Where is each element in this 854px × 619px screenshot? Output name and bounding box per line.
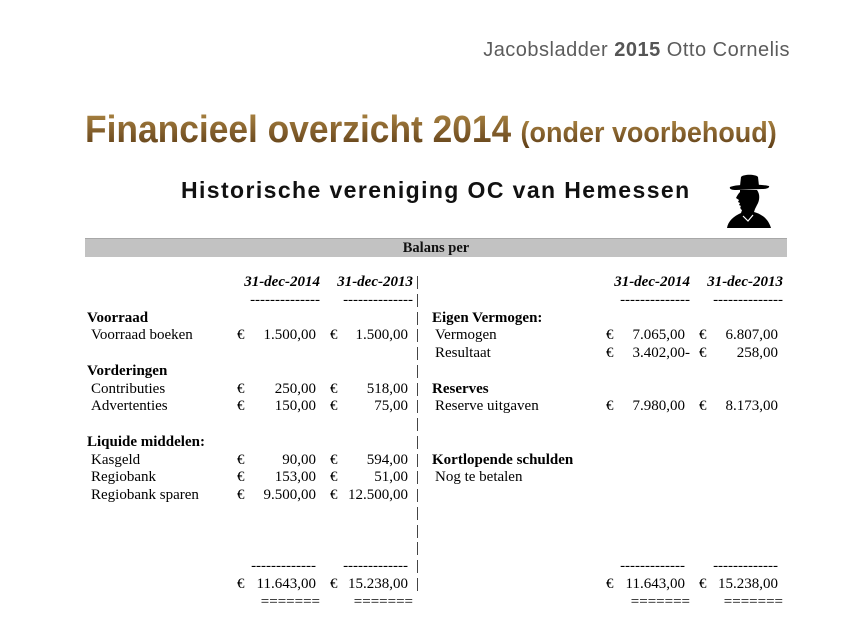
euro-sign: € xyxy=(606,345,614,361)
rule-line: -------------- xyxy=(620,291,690,308)
column-divider: | xyxy=(416,504,420,521)
column-divider: | xyxy=(416,522,420,539)
asset-amount-2014: 1.500,00 xyxy=(263,327,316,344)
liability-item-label: Resultaat xyxy=(435,345,491,361)
euro-sign: € xyxy=(237,327,245,344)
asset-item-label: Advertenties xyxy=(91,398,168,415)
row-spacer xyxy=(0,540,854,558)
column-divider: | xyxy=(416,416,420,432)
row-total-rules xyxy=(0,558,854,576)
asset-amount-2013: 594,00 xyxy=(366,451,408,468)
asset-amount-2014: 150,00 xyxy=(274,398,316,415)
euro-sign: € xyxy=(699,398,707,415)
asset-amount-2014: 90,00 xyxy=(282,451,316,468)
row-voorraad-boeken xyxy=(0,327,854,345)
asset-amount-2013: 518,00 xyxy=(366,380,408,397)
rule-line: ------------- xyxy=(251,558,316,574)
row-header-rules xyxy=(0,292,854,310)
euro-sign: € xyxy=(699,345,707,361)
column-header-2014: 31-dec-2014 xyxy=(244,274,320,290)
row-advertenties xyxy=(0,398,854,416)
rule-line: -------------- xyxy=(713,291,783,308)
row-resultaat xyxy=(0,345,854,363)
euro-sign: € xyxy=(330,398,338,415)
column-divider: | xyxy=(416,291,420,308)
header-year: 2015 xyxy=(614,39,661,61)
header-name: Jacobsladder xyxy=(483,39,609,61)
column-divider: | xyxy=(416,540,420,557)
euro-sign: € xyxy=(330,451,338,468)
asset-item-label: Regiobank xyxy=(91,469,156,486)
euro-sign: € xyxy=(606,327,614,344)
column-divider: | xyxy=(416,345,420,361)
row-regiobank xyxy=(0,469,854,487)
title-note: (onder voorbehoud) xyxy=(520,117,777,149)
column-divider: | xyxy=(416,558,420,574)
euro-sign: € xyxy=(699,575,707,592)
liability-amount-2013: 8.173,00 xyxy=(725,398,778,415)
row-totals xyxy=(0,576,854,594)
column-header-2014: 31-dec-2014 xyxy=(614,274,690,290)
liability-total-2014: 11.643,00 xyxy=(625,575,685,592)
column-divider: | xyxy=(416,451,420,468)
rule-line: -------------- xyxy=(343,291,413,308)
euro-sign: € xyxy=(330,575,338,592)
rule-line: ------------- xyxy=(343,558,408,574)
euro-sign: € xyxy=(699,327,707,344)
asset-amount-2013: 1.500,00 xyxy=(355,327,408,344)
asset-item-label: Voorraad boeken xyxy=(91,327,193,344)
euro-sign: € xyxy=(237,451,245,468)
header-author: Otto Cornelis xyxy=(666,39,790,61)
page-title xyxy=(85,108,777,160)
row-column-headers xyxy=(0,274,854,292)
asset-item-label: Kasgeld xyxy=(91,451,141,468)
column-header-2013: 31-dec-2013 xyxy=(337,274,413,290)
asset-section-heading: Vorderingen xyxy=(87,362,168,379)
liability-amount-2014: 7.065,00 xyxy=(632,327,685,344)
row-voorraad-heading xyxy=(0,310,854,328)
row-vorderingen-heading xyxy=(0,363,854,381)
column-divider: | xyxy=(416,469,420,486)
euro-sign: € xyxy=(330,487,338,503)
euro-sign: € xyxy=(606,575,614,592)
asset-amount-2014: 9.500,00 xyxy=(263,487,316,503)
euro-sign: € xyxy=(237,469,245,486)
asset-section-heading: Voorraad xyxy=(87,309,149,326)
double-rule: ======= xyxy=(260,593,320,610)
asset-total-2013: 15.238,00 xyxy=(348,575,408,592)
euro-sign: € xyxy=(330,380,338,397)
asset-item-label: Regiobank sparen xyxy=(91,487,199,503)
liability-amount-2014: 3.402,00- xyxy=(632,345,690,361)
portrait-silhouette-icon xyxy=(726,174,772,228)
asset-item-label: Contributies xyxy=(91,380,166,397)
euro-sign: € xyxy=(237,398,245,415)
asset-total-2014: 11.643,00 xyxy=(256,575,316,592)
title-main: Financieel overzicht 2014 xyxy=(85,109,512,151)
row-spacer xyxy=(0,523,854,541)
euro-sign: € xyxy=(330,469,338,486)
row-double-rules xyxy=(0,594,854,612)
euro-sign: € xyxy=(606,398,614,415)
liability-section-heading: Kortlopende schulden xyxy=(432,451,574,468)
balance-header-bar: Balans per xyxy=(85,238,787,257)
asset-amount-2013: 75,00 xyxy=(374,398,408,415)
column-divider: | xyxy=(416,433,420,450)
asset-section-heading: Liquide middelen: xyxy=(87,433,205,450)
column-divider: | xyxy=(416,575,420,592)
column-header-2013: 31-dec-2013 xyxy=(707,274,783,290)
document-header xyxy=(483,38,790,62)
row-kasgeld xyxy=(0,452,854,470)
euro-sign: € xyxy=(237,487,245,503)
rule-line: ------------- xyxy=(620,558,685,574)
row-spacer xyxy=(0,416,854,434)
liability-item-label: Nog te betalen xyxy=(435,469,523,486)
euro-sign: € xyxy=(330,327,338,344)
rule-line: ------------- xyxy=(713,558,778,574)
double-rule: ======= xyxy=(723,593,783,610)
column-divider: | xyxy=(416,309,420,326)
column-divider: | xyxy=(416,327,420,344)
column-divider: | xyxy=(416,398,420,415)
balance-sheet xyxy=(0,274,854,611)
column-divider: | xyxy=(416,274,420,290)
asset-amount-2014: 250,00 xyxy=(274,380,316,397)
column-divider: | xyxy=(416,380,420,397)
asset-amount-2013: 51,00 xyxy=(374,469,408,486)
column-divider: | xyxy=(416,487,420,503)
column-divider: | xyxy=(416,362,420,379)
euro-sign: € xyxy=(237,575,245,592)
liability-item-label: Vermogen xyxy=(435,327,497,344)
liability-section-heading: Reserves xyxy=(432,380,489,397)
euro-sign: € xyxy=(237,380,245,397)
asset-amount-2014: 153,00 xyxy=(274,469,316,486)
row-regiobank-sparen xyxy=(0,487,854,505)
liability-amount-2013: 6.807,00 xyxy=(725,327,778,344)
double-rule: ======= xyxy=(353,593,413,610)
row-liquide-heading xyxy=(0,434,854,452)
row-spacer xyxy=(0,505,854,523)
liability-section-heading: Eigen Vermogen: xyxy=(432,309,543,326)
rule-line: -------------- xyxy=(250,291,320,308)
asset-amount-2013: 12.500,00 xyxy=(348,487,408,503)
double-rule: ======= xyxy=(630,593,690,610)
liability-amount-2014: 7.980,00 xyxy=(632,398,685,415)
liability-item-label: Reserve uitgaven xyxy=(435,398,539,415)
liability-amount-2013: 258,00 xyxy=(736,345,778,361)
organisation-name: Historische vereniging OC van Hemessen xyxy=(181,177,691,203)
liability-total-2013: 15.238,00 xyxy=(718,575,778,592)
row-contributies xyxy=(0,381,854,399)
